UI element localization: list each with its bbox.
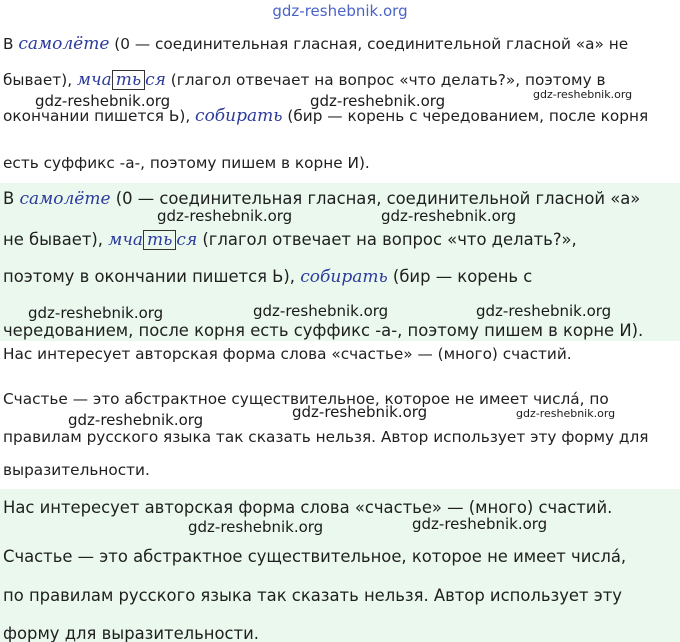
watermark: gdz-reshebnik.org xyxy=(35,92,171,110)
watermark: gdz-reshebnik.org xyxy=(476,302,612,320)
answer2-line-4: чередованием, после корня есть суффикс -а-, поэтому пишем в корне И). xyxy=(3,321,644,340)
answer-block-3 xyxy=(0,341,680,489)
watermark: gdz-reshebnik.org xyxy=(412,515,548,533)
word-mchatsya-part2: ся xyxy=(176,230,198,250)
watermark: gdz-reshebnik.org xyxy=(28,304,164,322)
answer2-line-2: не бывает), мча ть ся (глагол отвечает на вопрос «что делать?», xyxy=(3,230,577,250)
word-samolete: самолёте xyxy=(18,34,110,54)
answer3-line-2: Счастье — это абстрактное существительное, которое не имеет числа́, по xyxy=(3,390,609,408)
answer1-line-4: есть суффикс -а-, поэтому пишем в корне И). xyxy=(3,154,370,172)
answer-block-4 xyxy=(0,489,680,642)
watermark: gdz-reshebnik.org xyxy=(533,88,633,101)
answer4-line-1: Нас интересует авторская форма слова «счастье» — (много) счастий. xyxy=(3,498,613,517)
watermark: gdz-reshebnik.org xyxy=(292,403,428,421)
ending-box: ть xyxy=(143,230,176,250)
answer1-line-1: В самолёте (0 — соединительная гласная, соединительной гласной «а» не xyxy=(3,34,629,54)
answer1-line-2: бывает), мча ть ся (глагол отвечает на вопрос «что делать?», поэтому в xyxy=(3,70,606,90)
watermark: gdz-reshebnik.org xyxy=(188,518,324,536)
answer1-line-3: окончании пишется Ь), собирать (бир — корень с чередованием, после корня xyxy=(3,106,649,126)
watermark: gdz-reshebnik.org xyxy=(68,411,204,429)
watermark: gdz-reshebnik.org xyxy=(381,207,517,225)
word-mchatsya-part1: мча xyxy=(76,70,112,90)
site-watermark-header: gdz-reshebnik.org xyxy=(272,2,408,20)
answer-block-2 xyxy=(0,183,680,341)
answer3-line-3: правилам русского языка так сказать нельзя. Автор использует эту форму для xyxy=(3,428,649,446)
answer4-line-3: по правилам русского языка так сказать нельзя. Автор использует эту xyxy=(3,586,622,605)
word-sobirat: собирать xyxy=(300,267,388,287)
answer4-line-2: Счастье — это абстрактное существительное, которое не имеет числа́, xyxy=(3,547,627,566)
word-samolete: самолёте xyxy=(19,189,111,209)
answer3-line-1: Нас интересует авторская форма слова «счастье» — (много) счастий. xyxy=(3,345,572,363)
watermark: gdz-reshebnik.org xyxy=(310,92,446,110)
word-mchatsya-part2: ся xyxy=(145,70,166,90)
answer2-line-3: поэтому в окончании пишется Ь), собирать (бир — корень с xyxy=(3,267,533,287)
word-sobirat: собирать xyxy=(195,106,283,126)
watermark: gdz-reshebnik.org xyxy=(516,407,616,420)
answer4-line-4: форму для выразительности. xyxy=(3,624,259,642)
ending-box: ть xyxy=(112,70,145,90)
watermark: gdz-reshebnik.org xyxy=(253,302,389,320)
answer2-line-1: В самолёте (0 — соединительная гласная, соединительной гласной «а» xyxy=(3,189,641,209)
answer3-line-4: выразительности. xyxy=(3,461,150,479)
watermark: gdz-reshebnik.org xyxy=(157,207,293,225)
word-mchatsya-part1: мча xyxy=(108,230,144,250)
answer-block-1 xyxy=(0,30,680,183)
